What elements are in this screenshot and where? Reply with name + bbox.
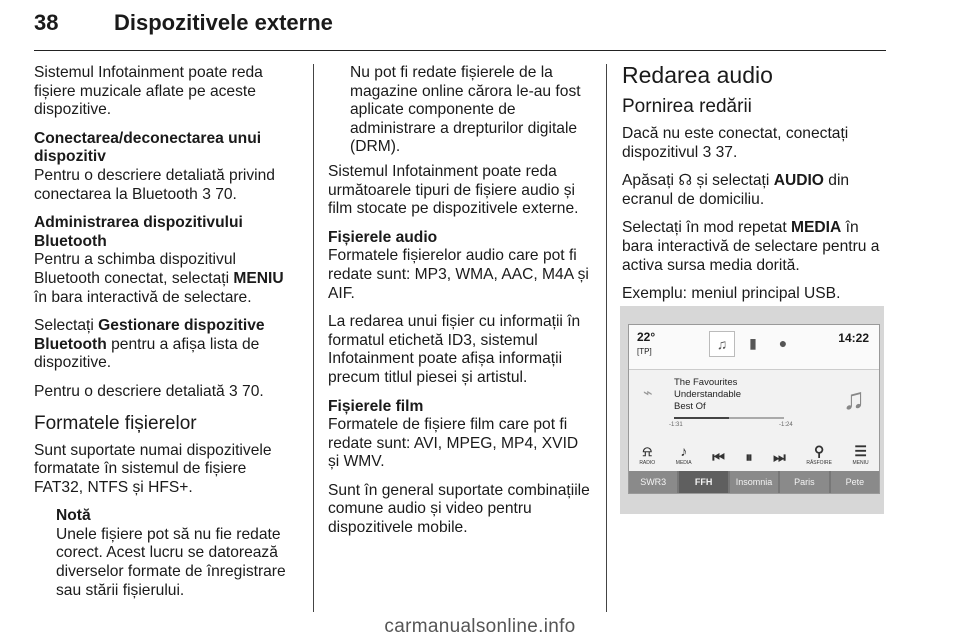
temperature: 22° [637,330,656,344]
progress-fill [674,417,729,419]
browse-button[interactable] [806,445,832,469]
column-divider [313,64,314,612]
next-button[interactable] [773,451,786,463]
watermark-footer: carmanualsonline.info [384,616,576,637]
note-heading: Notă [56,507,91,525]
clock: 14:22 [838,331,869,345]
browse-label: RĂSFOIRE [806,460,832,466]
text: Pentru o descriere detaliată privind conectarea la Bluetooth [34,166,275,203]
note-continuation: Nu pot fi redate fișierele de la magazine online cărora le-au fost aplicate componente de administrare a drepturilor digitale (DRM). [350,64,581,156]
text: Apăsați [622,172,679,190]
page-header [34,6,886,51]
source-tabs [709,331,795,357]
media-button[interactable] [676,445,692,469]
note-text: Unele fișiere pot să nu fie redate corect. Acest lucru se datorează diverselor formate de înregistrare sau stării fișierului. [56,525,286,599]
column-1 [34,64,296,600]
paragraph: La redarea unui fișier cu informații în formatul etichetă ID3, sistemul Infotainment poate afișa informații precum titlul piesei și artistul. [328,313,581,386]
text: și selectați [692,172,774,190]
media-label: MEDIA [675,460,692,466]
page-reference: 3 70. [229,382,264,400]
paragraph [622,219,886,275]
music-note-icon[interactable]: ♫ [709,331,735,357]
radio-label: RADIO [639,460,656,466]
intro-paragraph: Sistemul Infotainment poate reda fișiere muzicale aflate pe aceste dispozitive. [34,64,263,119]
radio-icon: ⍾ [642,443,652,459]
column-2 [328,64,592,548]
pause-icon: ⏸ [745,449,753,465]
paragraph: Sistemul Infotainment poate reda următoarele tipuri de fișiere audio și film stocate pe dispozitivele externe. [328,162,579,218]
preset-button[interactable]: FFH [679,471,727,493]
infotainment-screen [628,324,880,494]
text: Dacă nu este conectat, conectați dispozitivul [622,125,849,161]
artist: Understandable [674,389,742,400]
track-title: The Favourites [674,377,738,388]
paragraph [622,172,886,209]
paragraph: Exemplu: meniul principal USB. [622,285,841,303]
search-icon: ⚲ [813,443,825,459]
menu-label: MENIU [852,460,869,466]
page-title: Dispozitivele externe [114,10,333,35]
heading-start-playback: Pornirea redării [622,96,752,117]
paragraph [34,251,296,307]
text: din ecranul de domiciliu. [622,172,850,208]
pause-button[interactable] [745,451,752,463]
paragraph [34,383,296,402]
text: Pentru o descriere detaliată [34,382,230,400]
preset-button[interactable]: Insomnia [730,471,778,493]
paragraph [34,317,296,373]
paragraph [622,125,886,162]
ui-term: Gestionare dispozitive Bluetooth [34,317,265,353]
device-icon[interactable]: ▮ [749,334,757,351]
control-bar [629,443,879,471]
column-divider [606,64,607,612]
note [34,507,296,600]
column-3 [622,64,886,314]
preset-button[interactable]: SWR3 [629,471,677,493]
skip-forward-icon: ⏭ [773,449,786,465]
text: Selectați în mod repetat [622,219,792,237]
heading-film-files: Fișierele film [328,397,424,415]
radio-button[interactable] [639,445,655,469]
text: în bara interactivă de selectare. [34,288,252,306]
usb-icon: ⌁ [643,385,653,402]
text: în bara interactivă de selectare pentru a activa sursa media dorită. [622,219,880,274]
usb-menu-screenshot [620,306,884,514]
home-icon: ☊ [678,172,693,190]
text: Pentru a schimba dispozitivul Bluetooth conectat, selectați [34,251,236,287]
heading-formats: Formatele fișierelor [34,412,197,434]
previous-button[interactable] [712,451,725,463]
paragraph: Sunt suportate numai dispozitivele formatate în sistemul de fișiere FAT32, NTFS și HFS+. [34,441,272,496]
heading-manage-bluetooth: Administrarea dispozitivului Bluetooth [34,214,243,250]
ui-term: MENIU [233,269,284,287]
ui-term: MEDIA [791,219,842,237]
elapsed-time: -1:31 [669,422,683,428]
page-number: 38 [34,10,59,35]
text: Selectați [34,317,99,335]
skip-back-icon: ⏮ [712,449,725,465]
page-reference: 3 37. [702,143,738,161]
progress-bar[interactable] [674,417,784,419]
menu-icon: ☰ [854,443,867,459]
now-playing [629,369,879,443]
paragraph: Sunt în general suportate combinațiile comune audio și video pentru dispozitivele mobile. [328,481,590,537]
heading-connect: Conectarea/deconectarea unui dispozitiv [34,129,262,166]
preset-button[interactable]: Paris [780,471,828,493]
page-reference: 3 70. [202,185,237,203]
music-note-icon: ♪ [680,443,688,459]
paragraph [34,167,296,204]
text: pentru a afișa lista de dispozitive. [34,335,260,372]
paragraph: Formatele fișierelor audio care pot fi redate sunt: MP3, WMA, AAC, M4A și AIF. [328,247,589,302]
menu-button[interactable] [853,445,869,469]
disc-icon[interactable]: ● [778,335,788,351]
remaining-time: -1:24 [779,422,793,428]
traffic-program-indicator: [TP] [637,347,652,356]
preset-bar [629,471,879,493]
heading-audio-files: Fișierele audio [328,228,438,246]
status-bar [629,325,879,370]
ui-term: AUDIO [773,172,824,190]
preset-button[interactable]: Pete [831,471,879,493]
track-info [674,377,741,413]
album: Best Of [674,401,706,412]
paragraph: Formatele de fișiere film care pot fi redate sunt: AVI, MPEG, MP4, XVID și WMV. [328,416,579,471]
album-art-icon: ♫ [842,383,865,416]
heading-audio-playback: Redarea audio [622,62,773,88]
